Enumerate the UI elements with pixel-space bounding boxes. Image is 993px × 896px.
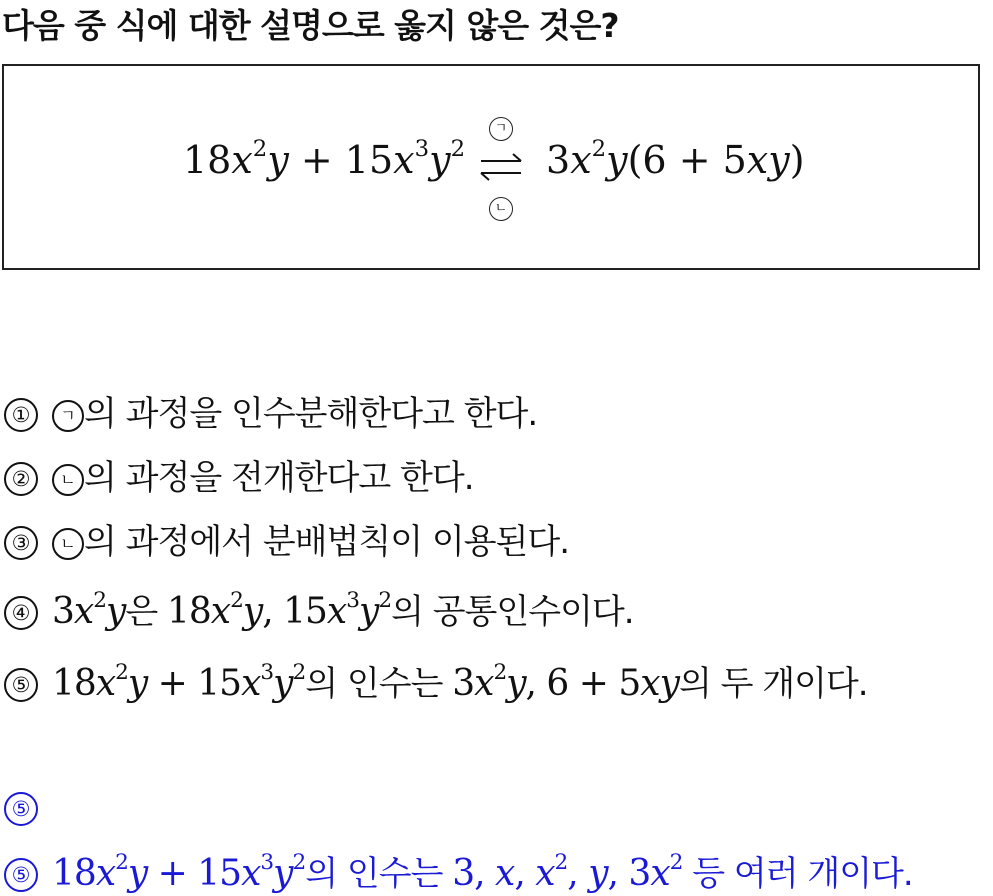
math-expression: $18x^2y + 15x^3y^2$ [52,659,306,704]
bidirectional-arrow-icon [477,150,525,184]
math-expression: $3x^2y$, 6 + 5xy [452,659,679,704]
label-giyeok: ㄱ [52,400,84,432]
answer [4,788,52,828]
left-expression: $18x^2y + 15x^3y^2$ [183,135,466,182]
option-2[interactable] [4,450,474,499]
option-number: ⑤ [4,668,38,702]
option-text: 의 과정을 전개한다고 한다. [84,458,474,498]
option-text: 의 인수는 [305,664,443,704]
answer-explanation [4,846,913,895]
answer-number: ⑤ [4,792,38,826]
option-text: 의 과정에서 분배법칙이 이용된다. [84,522,570,562]
option-1[interactable] [4,386,537,435]
explanation-text: 의 인수는 [305,854,443,894]
answer-number: ⑤ [4,858,38,892]
option-4[interactable] [4,584,634,633]
option-5[interactable] [4,656,868,705]
option-number: ① [4,398,38,432]
label-nieun: ㄴ [52,528,84,560]
option-text: 의 두 개이다. [678,664,868,704]
label-giyeok: ㄱ [489,117,513,141]
math-expression: $18x^2y + 15x^3y^2$ [52,849,306,894]
math-expression: $3x^2y$ [52,587,126,632]
label-nieun: ㄴ [489,197,513,221]
math-expression: $18x^2y$, $15x^3y^2$ [166,587,392,632]
label-nieun: ㄴ [52,464,84,496]
option-3[interactable] [4,514,569,563]
option-number: ④ [4,596,38,630]
question-text: 다음 중 식에 대한 설명으로 옳지 않은 것은? [2,6,619,45]
option-text: 은 [125,592,158,632]
explanation-text: 등 여러 개이다. [692,854,913,894]
option-number: ③ [4,526,38,560]
right-expression: $3x^2y(6 + 5xy)$ [546,135,805,182]
option-text: 의 공통인수이다. [391,592,634,632]
math-expression: 3, x, $x^2$, y, $3x^2$ [452,849,683,894]
option-number: ② [4,462,38,496]
option-text: 의 과정을 인수분해한다고 한다. [84,394,538,434]
